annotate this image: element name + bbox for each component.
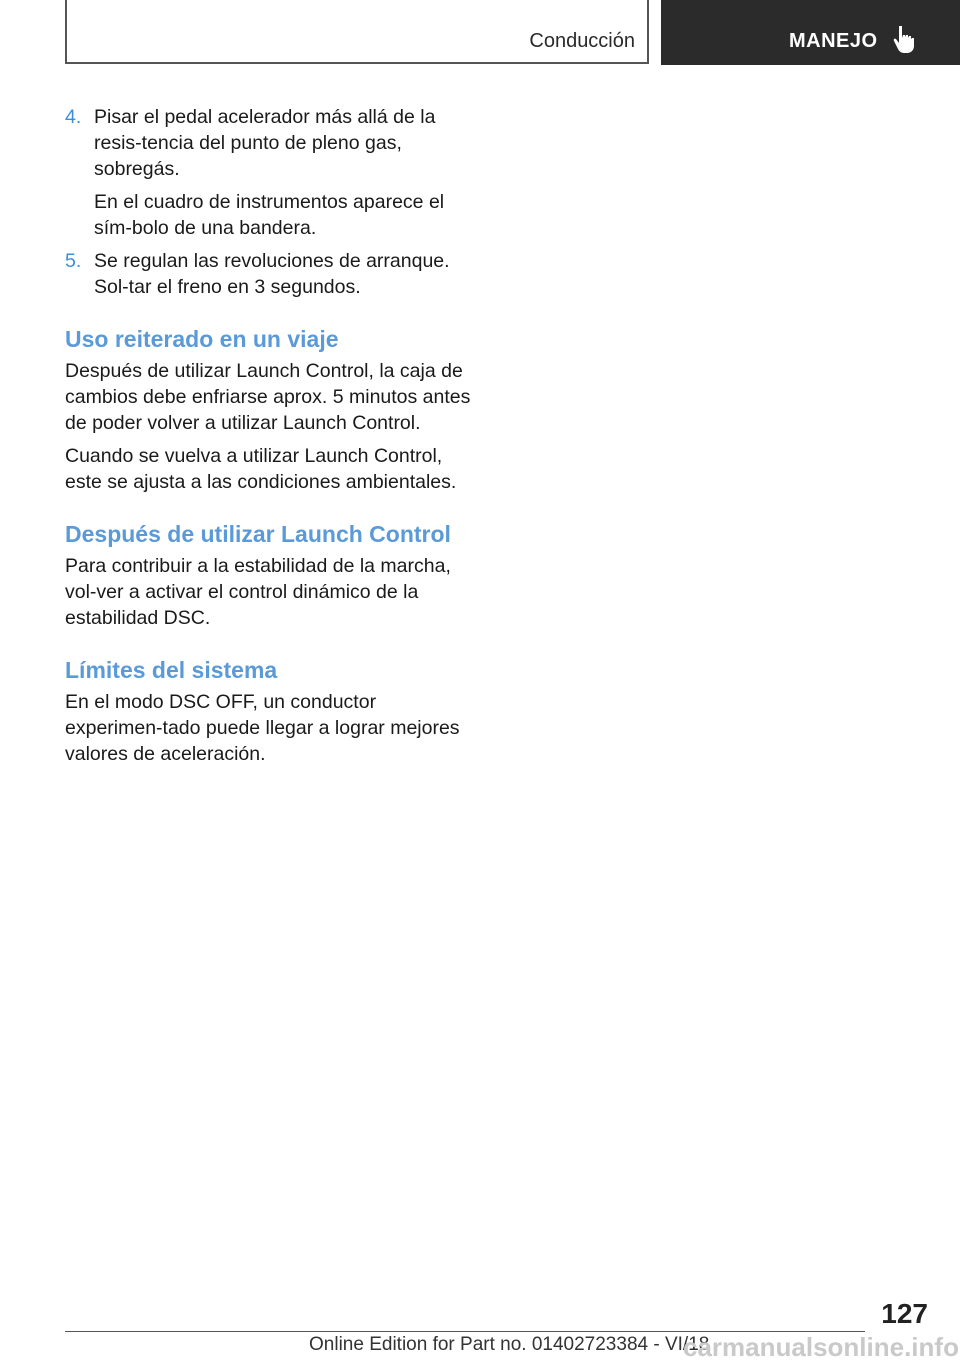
page-content <box>65 104 477 774</box>
step-number: 4. <box>65 106 82 128</box>
heading-after-launch-control: Después de utilizar Launch Control <box>65 521 451 547</box>
step-5 <box>65 248 477 300</box>
paragraph: Cuando se vuelva a utilizar Launch Control, este se ajusta a las condiciones ambientales. <box>65 445 457 493</box>
header-section-box <box>65 0 649 64</box>
section-title: Conducción <box>529 30 635 52</box>
paragraph: Después de utilizar Launch Control, la caja de cambios debe enfriarse aprox. 5 minutos antes de poder volver a utilizar Launch Control. <box>65 360 471 434</box>
heading-system-limits: Límites del sistema <box>65 657 278 683</box>
step-number: 5. <box>65 250 82 272</box>
step-text: En el cuadro de instrumentos aparece el sím-bolo de una bandera. <box>94 191 445 239</box>
step-text: Pisar el pedal acelerador más allá de la resis-tencia del punto de pleno gas, sobregás. <box>94 106 436 180</box>
heading-repeated-use: Uso reiterado en un viaje <box>65 326 339 352</box>
step-text: Se regulan las revoluciones de arranque. Sol-tar el freno en 3 segundos. <box>94 250 450 298</box>
paragraph: Para contribuir a la estabilidad de la marcha, vol-ver a activar el control dinámico de la estabilidad DSC. <box>65 555 451 629</box>
step-4 <box>65 104 477 241</box>
paragraph: En el modo DSC OFF, un conductor experimen-tado puede llegar a lograr mejores valores de aceleración. <box>65 691 460 765</box>
watermark: carmanualsonline.info <box>683 1332 959 1362</box>
edition-note: Online Edition for Part no. 01402723384 - VI/18 <box>309 1334 710 1355</box>
chapter-tab[interactable] <box>661 0 960 65</box>
chapter-tab-label: MANEJO <box>789 30 878 52</box>
page-number: 127 <box>881 1298 928 1329</box>
pointing-hand-icon <box>893 24 919 54</box>
